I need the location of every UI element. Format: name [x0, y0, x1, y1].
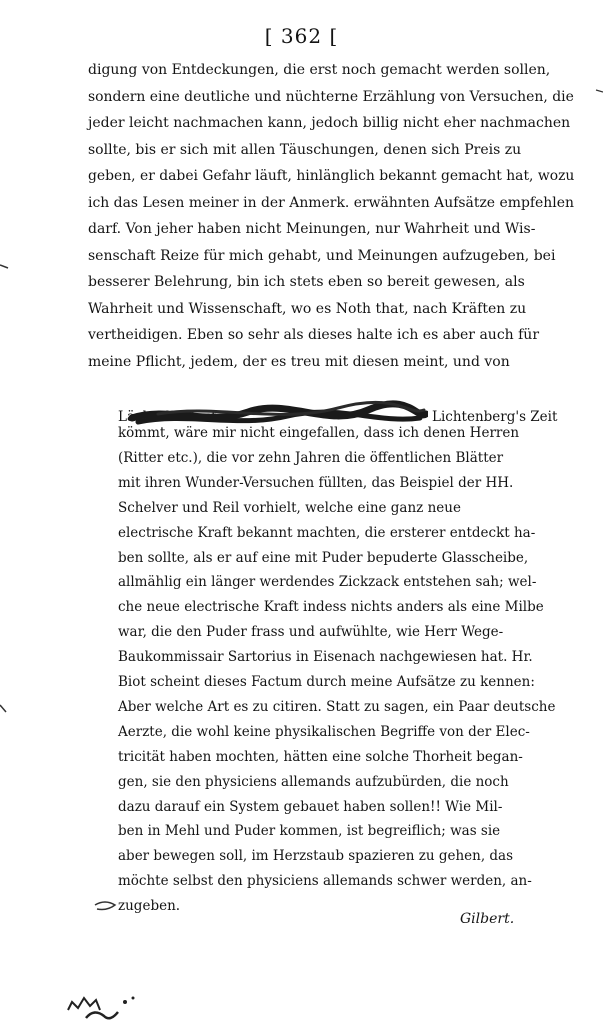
- footnote-line: dazu darauf ein System gebauet haben sollen!! Wie Mil-: [118, 798, 503, 815]
- footnote-line: Aerzte, die wohl keine physikalischen Begriffe von der Elec-: [118, 723, 530, 740]
- page-number: [ 362 [: [264, 24, 339, 48]
- main-text-line: senschaft Reize für mich gehabt, und Meinungen aufzugeben, bei: [88, 247, 556, 264]
- note-first-line-end: Lichtenberg's Zeit: [432, 409, 558, 425]
- main-text-line: besserer Belehrung, bin ich stets eben so bereit gewesen, als: [88, 274, 525, 290]
- main-text-line: vertheidigen. Eben so sehr als dieses halte ich es aber auch für: [88, 327, 540, 343]
- footnote-line: möchte selbst den physiciens allemands schwer werden, an-: [118, 873, 532, 890]
- footnote-line: gen, sie den physiciens allemands aufzubürden, die noch: [118, 773, 509, 790]
- footnote-line: aber bewegen soll, im Herzstaub spazieren zu gehen, das: [118, 848, 514, 865]
- main-text-line: ich das Lesen meiner in der Anmerk. erwähnten Aufsätze empfehlen: [88, 194, 574, 211]
- main-text-line: sondern eine deutliche und nüchterne Erzählung von Versuchen, die: [88, 88, 574, 105]
- main-text-line: meine Pflicht, jedem, der es treu mit diesen meint, und von: [88, 353, 510, 370]
- signature: Gilbert.: [460, 911, 515, 927]
- footnote-line: electrische Kraft bekannt machten, die ersterer entdeckt ha-: [118, 524, 536, 541]
- footnote-line: war, die den Puder frass und aufwühlte, wie Herr Wege-: [118, 624, 504, 641]
- main-text-line: sollte, bis er sich mit allen Täuschungen, denen sich Preis zu: [88, 141, 522, 158]
- footnote-line: kömmt, wäre mir nicht eingefallen, dass ich denen Herren: [118, 425, 520, 441]
- main-text-line: jeder leicht nachmachen kann, jedoch billig nicht eher nachmachen: [88, 115, 571, 131]
- note-first-line-start: Lächerlichkeiten: [118, 409, 234, 425]
- footnote-line: Aber welche Art es zu citiren. Statt zu sagen, ein Paar deutsche: [118, 698, 556, 715]
- footnote-line: ben sollte, als er auf eine mit Puder bepuderte Glasscheibe,: [118, 549, 529, 566]
- main-text-line: Wahrheit und Wissenschaft, wo es Noth that, nach Kräften zu: [88, 300, 527, 317]
- main-text-line: darf. Von jeher haben nicht Meinungen, nur Wahrheit und Wis-: [88, 221, 536, 237]
- footnote-line: Baukommissair Sartorius in Eisenach nachgewiesen hat. Hr.: [118, 649, 533, 666]
- main-text-line: digung von Entdeckungen, die erst noch gemacht werden sollen,: [88, 62, 551, 78]
- footnote-line: che neue electrische Kraft indess nichts anders als eine Milbe: [118, 599, 544, 616]
- footnote-line: zugeben.: [118, 898, 181, 915]
- footnote-line: tricität haben mochten, hätten eine solche Thorheit began-: [118, 748, 523, 765]
- main-text-line: geben, er dabei Gefahr läuft, hinlänglich bekannt gemacht hat, wozu: [88, 168, 575, 184]
- footnote-line: (Ritter etc.), die vor zehn Jahren die öffentlichen Blätter: [118, 449, 504, 466]
- footnote-line: Biot scheint dieses Factum durch meine Aufsätze zu kennen:: [118, 674, 535, 690]
- footnote-line: mit ihren Wunder-Versuchen füllten, das Beispiel der HH.: [118, 474, 514, 491]
- footnote-line: Schelver und Reil vorhielt, welche eine ganz neue: [118, 499, 461, 516]
- footnote-line: allmählig ein länger werdendes Zickzack entstehen sah; wel-: [118, 574, 537, 591]
- footnote-line: ben in Mehl und Puder kommen, ist begreiflich; was sie: [118, 823, 501, 840]
